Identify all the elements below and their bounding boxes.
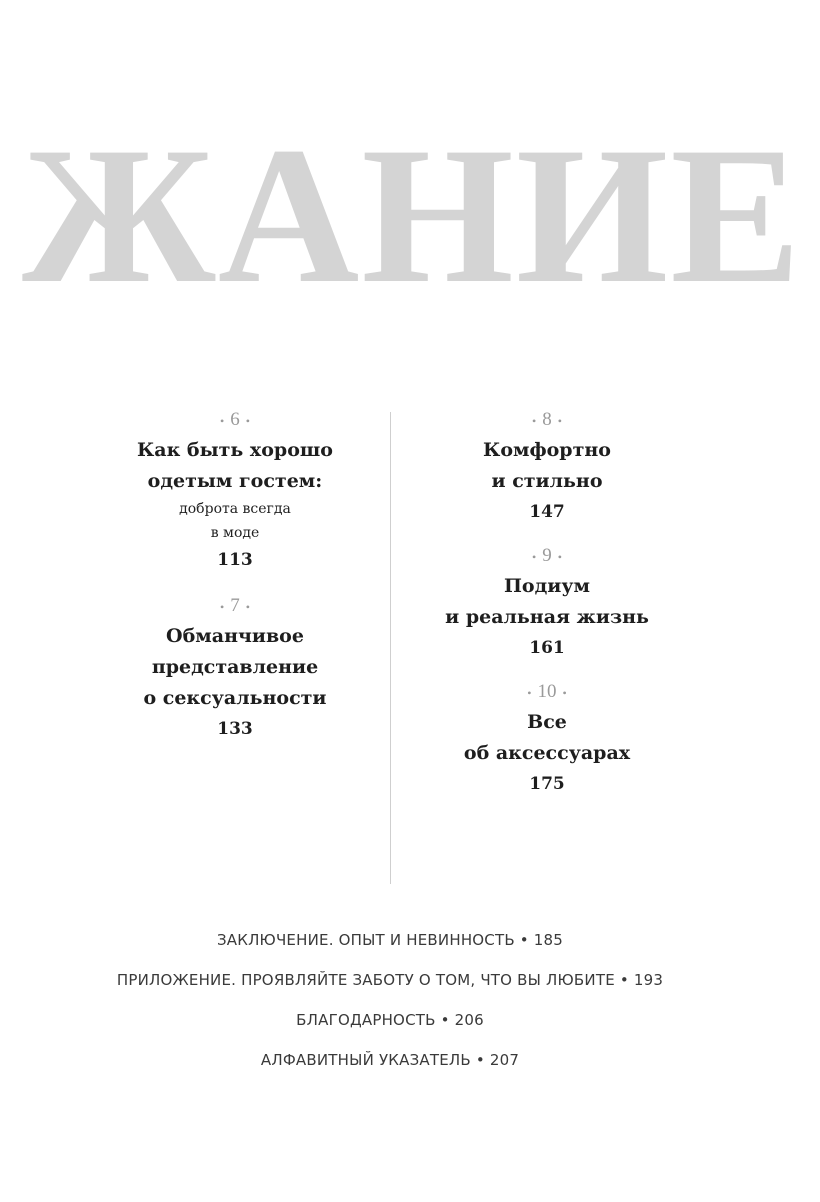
chapter-number	[80, 591, 390, 621]
page-title: ЖАНИЕ	[22, 107, 803, 324]
toc-chapter[interactable]	[392, 541, 702, 663]
toc-chapter[interactable]	[80, 405, 390, 575]
chapter-number-value: 9	[542, 545, 552, 566]
chapter-number	[392, 677, 702, 707]
chapter-title: Обманчивое представление о сексуальности	[143, 625, 327, 709]
chapter-title: Все об аксессуарах	[463, 711, 631, 764]
chapter-number-value: 6	[230, 409, 240, 430]
bullet-icon: •	[220, 413, 225, 428]
chapter-number-value: 7	[230, 595, 240, 616]
bullet-icon: •	[532, 549, 537, 564]
chapter-title: Комфортно и стильно	[483, 439, 611, 492]
bullet-icon: •	[527, 685, 532, 700]
toc-chapter[interactable]	[392, 677, 702, 799]
bullet-icon: •	[532, 413, 537, 428]
bullet-icon: •	[220, 599, 225, 614]
bullet-icon: •	[557, 549, 562, 564]
chapter-page-number: 147	[529, 502, 565, 522]
bullet-icon: •	[557, 413, 562, 428]
toc-chapter[interactable]	[80, 591, 390, 744]
bullet-icon: •	[245, 413, 250, 428]
toc-chapter[interactable]	[392, 405, 702, 527]
chapter-page-number: 175	[529, 774, 565, 794]
toc-appendix-item[interactable]: АЛФАВИТНЫЙ УКАЗАТЕЛЬ • 207	[260, 1051, 520, 1069]
chapter-page-number: 133	[217, 719, 253, 739]
toc-left-column	[80, 405, 390, 744]
bullet-icon: •	[245, 599, 250, 614]
toc-appendix-list	[0, 926, 780, 1086]
chapter-subtitle: доброта всегда в моде	[179, 501, 291, 541]
bullet-icon: •	[562, 685, 567, 700]
chapter-number	[80, 405, 390, 435]
chapter-number	[392, 541, 702, 571]
chapter-number-value: 8	[542, 409, 552, 430]
chapter-number	[392, 405, 702, 435]
toc-appendix-item[interactable]: ПРИЛОЖЕНИЕ. ПРОЯВЛЯЙТЕ ЗАБОТУ О ТОМ, ЧТО ВЫ ЛЮБИТЕ • 193	[116, 971, 664, 989]
chapter-page-number: 161	[529, 638, 565, 658]
toc-right-column	[392, 405, 702, 799]
toc-appendix-item[interactable]: ЗАКЛЮЧЕНИЕ. ОПЫТ И НЕВИННОСТЬ • 185	[216, 931, 564, 949]
chapter-title: Как быть хорошо одетым гостем:	[137, 439, 333, 492]
chapter-number-value: 10	[537, 681, 557, 702]
column-divider	[390, 412, 391, 884]
chapter-page-number: 113	[217, 550, 253, 570]
toc-appendix-item[interactable]: БЛАГОДАРНОСТЬ • 206	[296, 1011, 484, 1029]
chapter-title: Подиум и реальная жизнь	[445, 575, 649, 628]
